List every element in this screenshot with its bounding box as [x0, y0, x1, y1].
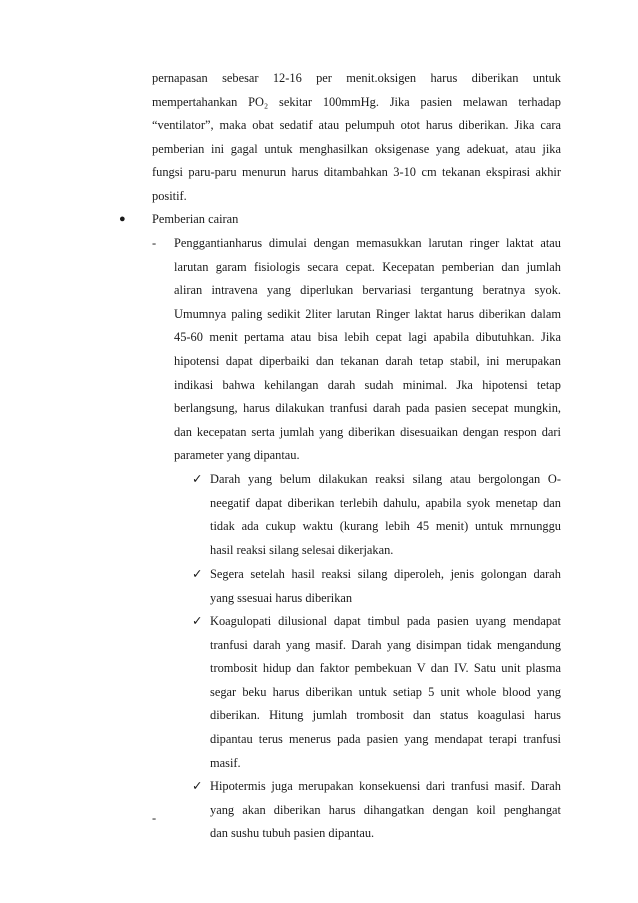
text-line: tidak ada cukup waktu (kurang lebih 45 menit) untuk mrnunggu [210, 519, 561, 534]
text-line: hasil reaksi silang selesai dikerjakan. [210, 542, 394, 557]
text-line: yang akan diberikan harus dihangatkan dengan koil penghangat [210, 802, 561, 817]
text-line: larutan garam fisiologis secara cepat. Kecepatan pemberian dan jumlah [174, 259, 561, 274]
text-line: Segera setelah hasil reaksi silang diperoleh, jenis golongan darah [210, 567, 561, 581]
text-line: yang ssesuai harus diberikan [210, 590, 353, 605]
text-line: trombosit hidup dan faktor pembekuan V dan IV. Satu unit plasma [210, 661, 561, 676]
checkmark-icon: ✓ [192, 779, 203, 793]
dash-marker: - [152, 236, 157, 250]
text-line: berlangsung, harus dilakukan tranfusi darah pada pasien secepat mungkin, [174, 401, 561, 416]
checkmark-icon: ✓ [192, 567, 203, 581]
text-line: “ventilator”, maka obat sedatif atau pelumpuh otot harus diberikan. Jika cara [152, 118, 561, 133]
text-line: pernapasan sebesar 12-16 per menit.oksigen harus diberikan untuk [152, 71, 561, 85]
paragraph-fluid-replacement [174, 232, 561, 468]
text-line: indikasi bahwa kehilangan darah sudah minimal. Jka hipotensi tetap [174, 377, 561, 392]
text-line: dipantau terus menerus pada pasien yang mendapat terapi tranfusi [210, 731, 561, 746]
check-item-coagulopathy [210, 610, 561, 775]
bullet-label: Pemberian cairan [152, 212, 239, 226]
paragraph-ventilation [152, 67, 561, 209]
text-line: mempertahankan PO₂ sekitar 100mmHg. Jika pasien melawan terhadap [152, 94, 561, 109]
text-line: neegatif dapat diberikan terlebih dahulu, apabila syok menetap dan [210, 495, 561, 510]
text-line: Umumnya paling sedikit 2liter larutan Ringer laktat harus diberikan dalam [174, 306, 561, 321]
text-line: positif. [152, 188, 187, 203]
text-line: Koagulopati dilusional dapat timbul pada pasien uyang mendapat [210, 614, 561, 628]
text-line: 45-60 menit pertama atau bisa lebih cepat lagi apabila dibutuhkan. Jika [174, 330, 561, 345]
text-line: tranfusi darah yang masif. Darah yang disimpan tidak mengandung [210, 637, 561, 652]
text-line: pemberian ini gagal untuk menghasilkan oksigenase yang adekuat, atau jika [152, 141, 561, 156]
checkmark-icon: ✓ [192, 614, 203, 628]
text-line: Hipotermis juga merupakan konsekuensi dari tranfusi masif. Darah [210, 779, 561, 793]
text-line: segar beku harus diberikan untuk setiap 5 unit whole blood yang [210, 684, 561, 699]
text-line: aliran intravena yang diperlukan bervariasi tergantung beratnya syok. [174, 283, 561, 298]
text-line: diberikan. Hitung jumlah trombosit dan status koagulasi harus [210, 708, 561, 723]
text-line: hipotensi dapat diperbaiki dan tekanan darah tetap stabil, ini merupakan [174, 353, 561, 368]
text-line: dan kecepatan serta jumlah yang diberikan disesuaikan dengan respon dari [174, 424, 561, 439]
text-line: dan sushu tubuh pasien dipantau. [210, 826, 375, 841]
bullet-icon: ● [119, 213, 126, 225]
checkmark-icon: ✓ [192, 472, 203, 486]
text-line: Penggantianharus dimulai dengan memasukkan larutan ringer laktat atau [174, 236, 561, 250]
text-line: fungsi paru-paru menurun harus ditambahkan 3-10 cm tekanan ekspirasi akhir [152, 165, 561, 180]
dash-marker: - [152, 811, 157, 825]
check-item-blood-type [210, 563, 561, 610]
text-line: masif. [210, 755, 241, 770]
check-item-crossmatch [210, 468, 561, 562]
text-line: parameter yang dipantau. [174, 448, 300, 463]
check-item-hypothermia [210, 775, 561, 846]
text-line: Darah yang belum dilakukan reaksi silang atau bergolongan O- [210, 472, 561, 486]
